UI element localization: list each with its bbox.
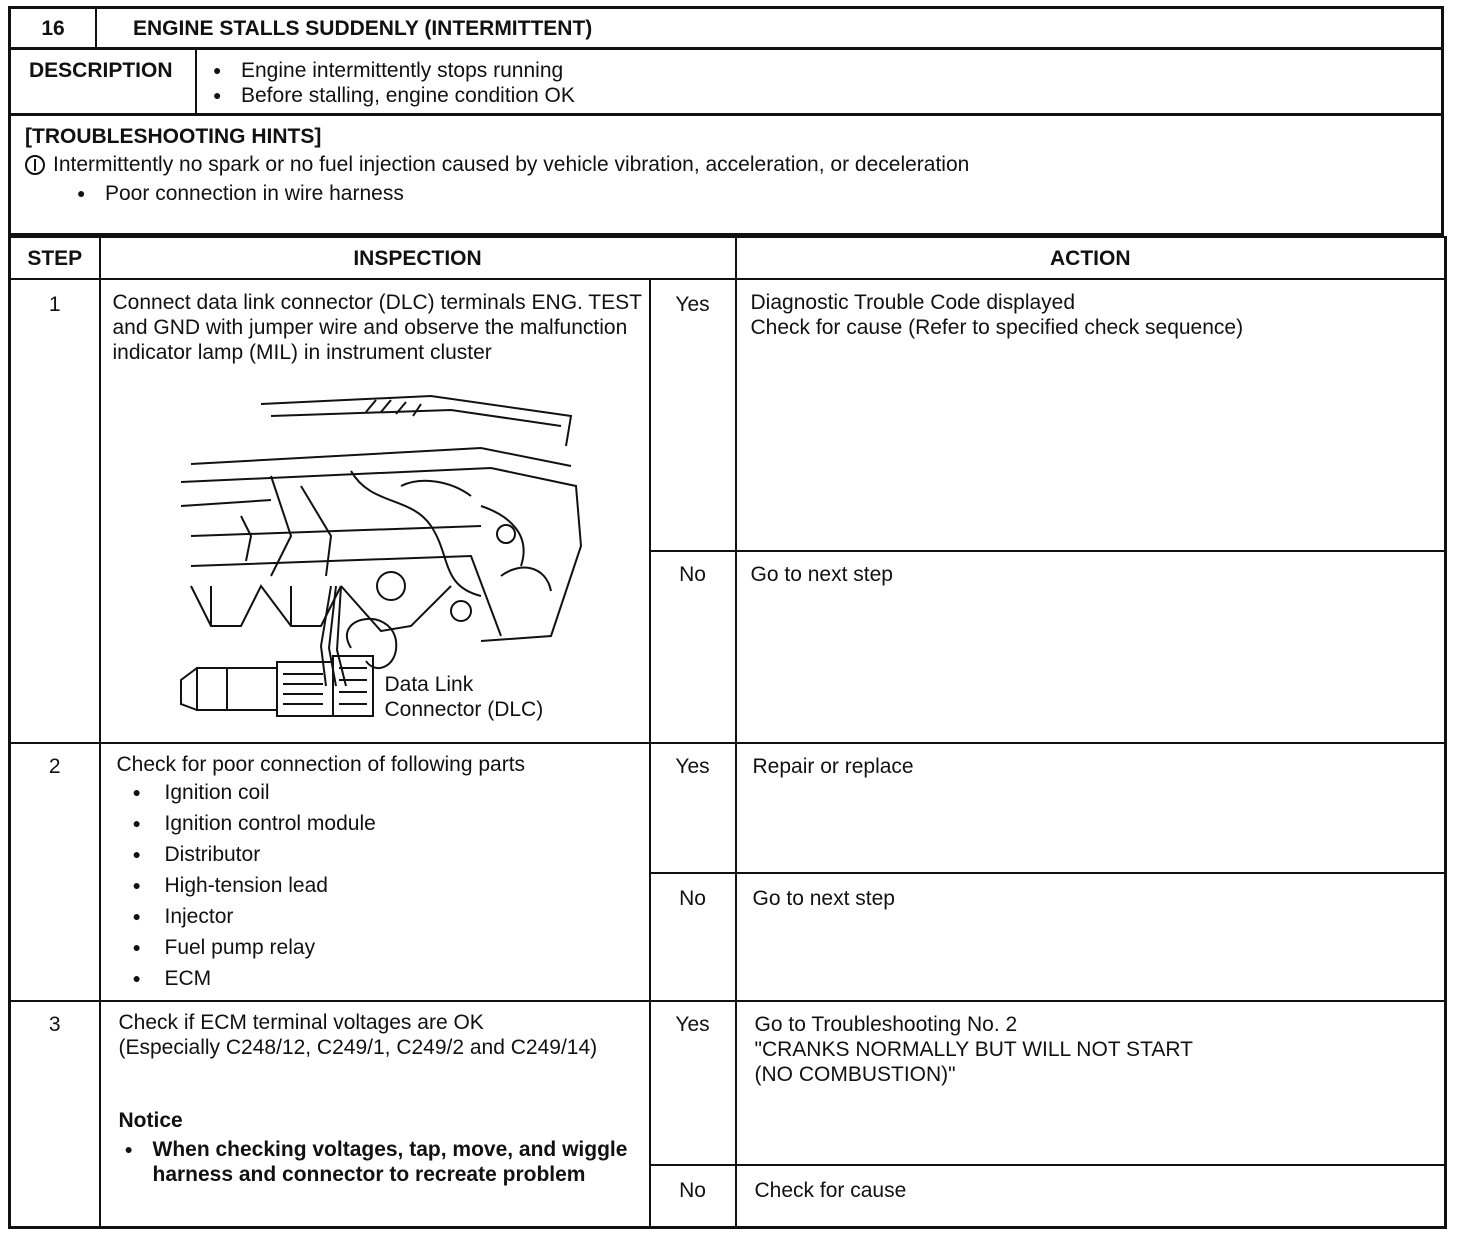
hints-item: ● Poor connection in wire harness [71, 181, 1441, 206]
list-item: ● Ignition control module [87, 808, 643, 839]
step-inspection: Connect data link connector (DLC) terminals ENG. TEST and GND with jumper wire and observe the malfunction indicator lamp (MIL) in instrument cluster Data Link Connector (DLC) [100, 279, 650, 743]
page-title: ENGINE STALLS SUDDENLY (INTERMITTENT) [133, 16, 593, 40]
list-item: ● Fuel pump relay [87, 932, 643, 963]
notice-list [119, 1137, 643, 1187]
hints-list [25, 181, 1441, 206]
list-item: ● ECM [87, 963, 643, 994]
hints-box [8, 116, 1444, 236]
description-item: ● Engine intermittently stops running [207, 58, 1441, 83]
no-label: No [650, 1165, 736, 1227]
list-item: ● Injector [87, 901, 643, 932]
list-item: ● Ignition coil [87, 777, 643, 808]
description-box [8, 50, 1444, 116]
no-label: No [650, 873, 736, 1001]
table-row [10, 279, 1446, 551]
description-list [207, 58, 1441, 108]
step-number: 1 [10, 279, 100, 743]
yes-label: Yes [650, 1001, 736, 1165]
hints-title: [TROUBLESHOOTING HINTS] [25, 125, 322, 148]
parts-list [87, 777, 643, 994]
description-item: ● Before stalling, engine condition OK [207, 83, 1441, 108]
list-item: ● Distributor [87, 839, 643, 870]
description-label: DESCRIPTION [11, 50, 197, 113]
step-action-yes: Repair or replace [736, 743, 1446, 873]
header-box [8, 6, 1444, 50]
column-header-inspection: INSPECTION [100, 237, 736, 279]
table-row [10, 743, 1446, 873]
list-item: ● High-tension lead [87, 870, 643, 901]
step-action-no: Check for cause [736, 1165, 1446, 1227]
notice-item: ● When checking voltages, tap, move, and wiggle harness and connector to recreate problem [119, 1137, 643, 1187]
step-inspection: Check if ECM terminal voltages are OK (Especially C248/12, C249/1, C249/2 and C249/14) Notice ● When checking voltages, tap, move, and wiggle harness and connector to recreate problem [100, 1001, 650, 1227]
figure-label: Data Link Connector (DLC) [384, 673, 544, 721]
caution-circle-icon [25, 155, 45, 175]
step-action-yes: Diagnostic Trouble Code displayed Check for cause (Refer to specified check sequence) [736, 279, 1446, 551]
step-number: 2 [10, 743, 100, 1001]
notice-title: Notice [118, 1109, 183, 1132]
steps-table [8, 236, 1447, 1229]
step-inspection: Check for poor connection of following parts ● Ignition coil ● Ignition control module ● Distributor ● High-tension lead ● Injector ● Fuel pump relay ● ECM [100, 743, 650, 1001]
troubleshooting-page [8, 6, 1444, 1229]
column-header-action: ACTION [736, 237, 1446, 279]
yes-label: Yes [650, 743, 736, 873]
hints-cause: Intermittently no spark or no fuel injection caused by vehicle vibration, acceleration, or deceleration [25, 152, 1441, 177]
step-number: 3 [10, 1001, 100, 1227]
description-content [197, 50, 1441, 113]
step-action-yes: Go to Troubleshooting No. 2 "CRANKS NORMALLY BUT WILL NOT START (NO COMBUSTION)" [736, 1001, 1446, 1165]
step-action-no: Go to next step [736, 551, 1446, 743]
troubleshooting-number [11, 9, 97, 47]
yes-label: Yes [650, 279, 736, 551]
column-header-step: STEP [10, 237, 100, 279]
table-row [10, 1001, 1446, 1165]
no-label: No [650, 551, 736, 743]
number-text: 16 [41, 16, 65, 40]
step-action-no: Go to next step [736, 873, 1446, 1001]
